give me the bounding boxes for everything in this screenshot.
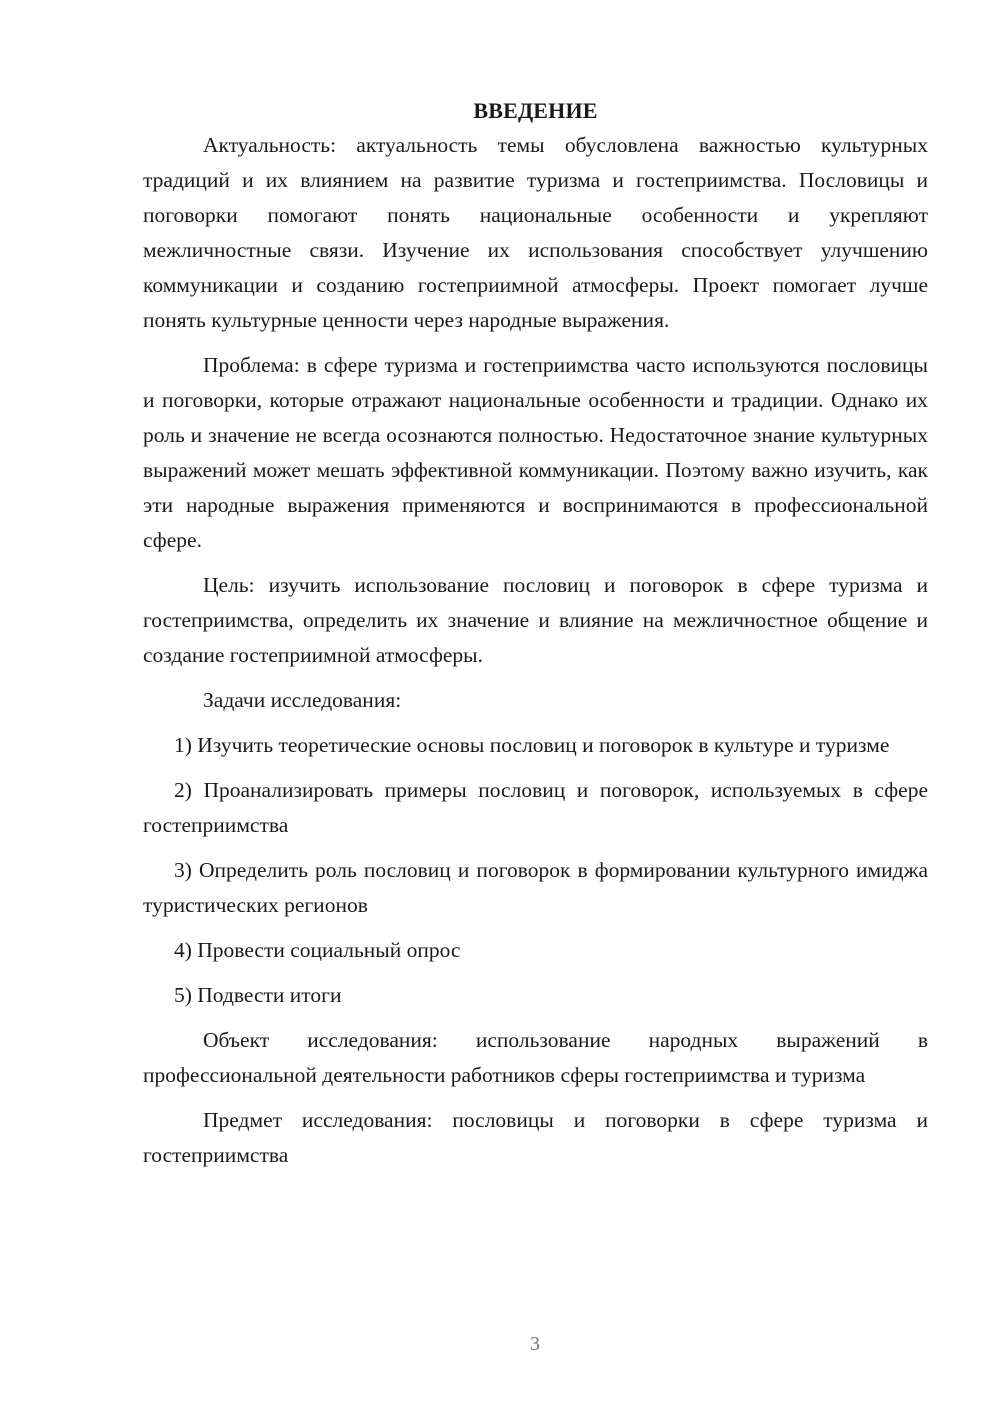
task-item-2: 2) Проанализировать примеры пословиц и поговорок, используемых в сфере гостеприимства [143,778,928,837]
task-item-4: 4) Провести социальный опрос [174,938,461,962]
page-heading: ВВЕДЕНИЕ [473,98,598,123]
task-item-3: 3) Определить роль пословиц и поговорок в формировании культурного имиджа туристических регионов [143,858,928,917]
document-page [143,93,928,1183]
tasks-heading: Задачи исследования: [203,688,402,712]
object-paragraph: Объект исследования: использование народных выражений в профессиональной деятельности работников сферы гостеприимства и туризма [143,1028,928,1087]
page-number: 3 [530,1333,540,1355]
subject-paragraph: Предмет исследования: пословицы и поговорки в сфере туризма и гостеприимства [143,1108,928,1167]
task-item-1: 1) Изучить теоретические основы пословиц и поговорок в культуре и туризме [174,733,890,757]
goal-paragraph: Цель: изучить использование пословиц и поговорок в сфере туризма и гостеприимства, определить их значение и влияние на межличностное общение и создание гостеприимной атмосферы. [143,573,928,667]
problem-paragraph: Проблема: в сфере туризма и гостеприимства часто используются пословицы и поговорки, которые отражают национальные особенности и традиции. Однако их роль и значение не всегда осознаются полностью. Недостаточное знание культурных выражений может мешать эффективной коммуникации. Поэтому важно изучить, как эти народные выражения применяются и воспринимаются в профессиональной сфере. [143,353,928,552]
relevance-paragraph: Актуальность: актуальность темы обусловлена важностью культурных традиций и их влиянием на развитие туризма и гостеприимства. Пословицы и поговорки помогают понять национальные особенности и укрепляют межличностные связи. Изучение их использования способствует улучшению коммуникации и созданию гостеприимной атмосферы. Проект помогает лучше понять культурные ценности через народные выражения. [143,133,928,332]
task-item-5: 5) Подвести итоги [174,983,342,1007]
